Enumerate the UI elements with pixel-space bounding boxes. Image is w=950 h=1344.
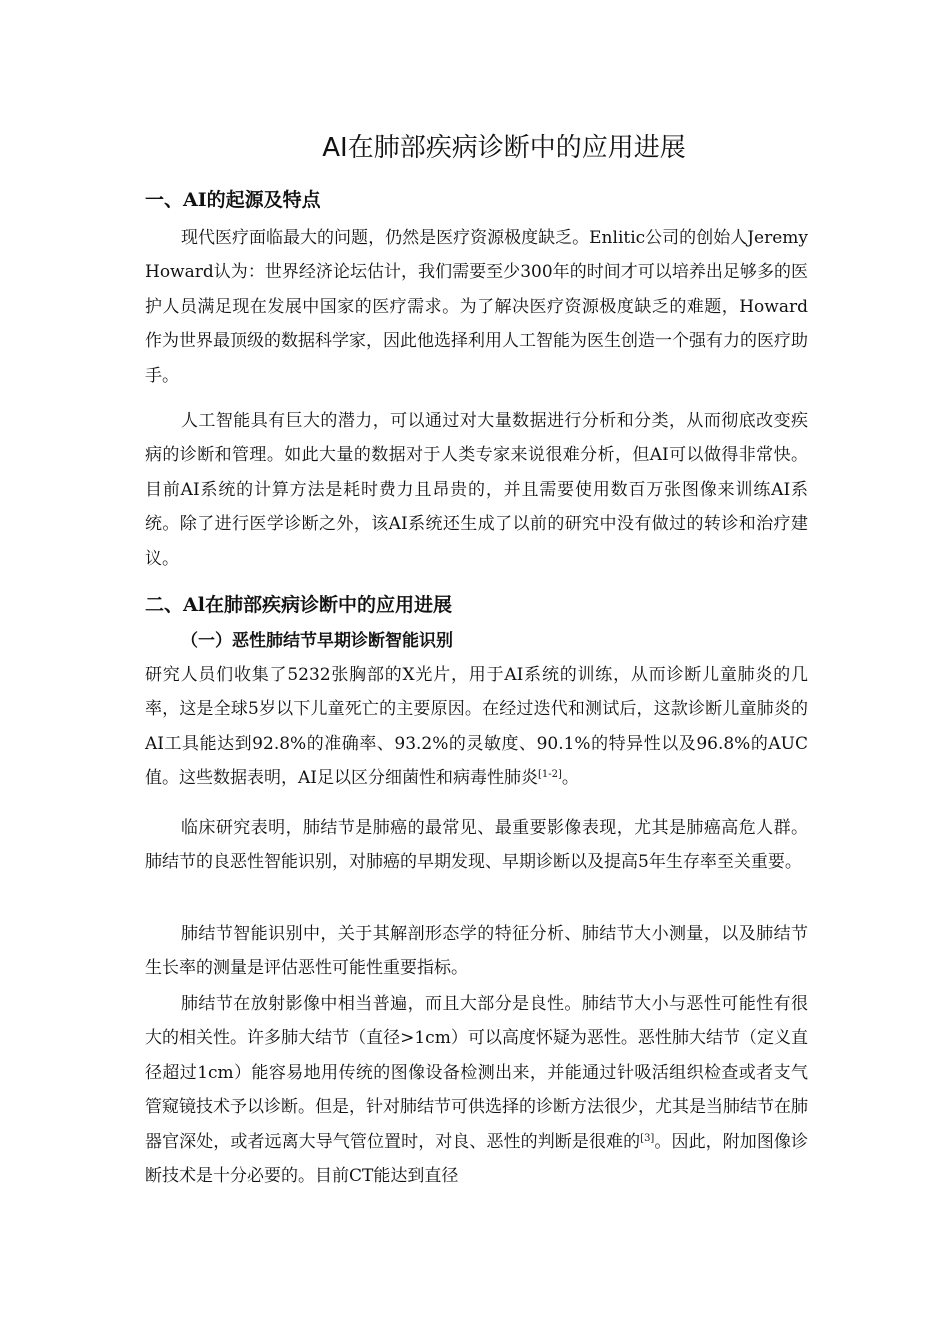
paragraph-3	[145, 658, 808, 796]
paragraph-4: 临床研究表明，肺结节是肺癌的最常见、最重要影像表现，尤其是肺癌高危人群。肺结节的良恶性智能识别，对肺癌的早期发现、早期诊断以及提高5年生存率至关重要。	[145, 818, 808, 873]
paragraph-6-end: 。因此，附加图像诊断技术是十分必要的。目前CT能达到直径	[145, 1131, 809, 1187]
paragraph-2: 人工智能具有巨大的潜力，可以通过对大量数据进行分析和分类，从而彻底改变疾病的诊断和管理。如此大量的数据对于人类专家来说很难分析，但AI可以做得非常快。目前AI系统的计算方法是耗时费力且昂贵的，并且需要使用数百万张图像来训练AI系统。除了进行医学诊断之外，该AI系统还生成了以前的研究中没有做过的转诊和治疗建议。	[145, 411, 808, 569]
paragraph-3-text: 研究人员们收集了5232张胸部的X光片，用于AI系统的训练，从而诊断儿童肺炎的几率，这是全球5岁以下儿童死亡的主要原因。在经过迭代和测试后，这款诊断儿童肺炎的AI工具能达到92.8%的准确率、93.2%的灵敏度、90.1%的特异性以及96.8%的AUC值。这些数据表明，AI足以区分细菌性和病毒性肺炎	[145, 665, 808, 789]
citation-1-2: [1-2]	[538, 769, 562, 781]
paragraph-5: 肺结节智能识别中，关于其解剖形态学的特征分析、肺结节大小测量，以及肺结节生长率的测量是评估恶性可能性重要指标。	[145, 924, 808, 979]
subsection-heading-1: （一）恶性肺结节早期诊断智能识别	[181, 631, 453, 651]
paragraph-6	[145, 987, 808, 1193]
section-heading-1: 一、AI的起源及特点	[145, 189, 321, 211]
paragraph-1: 现代医疗面临最大的问题，仍然是医疗资源极度缺乏。Enlitic公司的创始人JeremyHoward认为：世界经济论坛估计，我们需要至少300年的时间才可以培养出足够多的医护人员满足现在发展中国家的医疗需求。为了解决医疗资源极度缺乏的难题，Howard作为世界最顶级的数据科学家，因此他选择利用人工智能为医生创造一个强有力的医疗助手。	[145, 228, 808, 386]
citation-3: [3]	[640, 1132, 655, 1144]
document-title: AI在肺部疾病诊断中的应用进展	[322, 133, 686, 163]
paragraph-3-end: 。	[561, 768, 579, 789]
section-heading-2: 二、Al在肺部疾病诊断中的应用进展	[145, 594, 452, 616]
paragraph-6-text: 肺结节在放射影像中相当普遍，而且大部分是良性。肺结节大小与恶性可能性有很大的相关性。许多肺大结节（直径>1cm）可以高度怀疑为恶性。恶性肺大结节（定义直径超过1cm）能容易地用传统的图像设备检测出来，并能通过针吸活组织检查或者支气管窥镜技术予以诊断。但是，针对肺结节可供选择的诊断方法很少，尤其是当肺结节在肺器官深处，或者远离大导气管位置时，对良、恶性的判断是很难的	[145, 994, 808, 1152]
